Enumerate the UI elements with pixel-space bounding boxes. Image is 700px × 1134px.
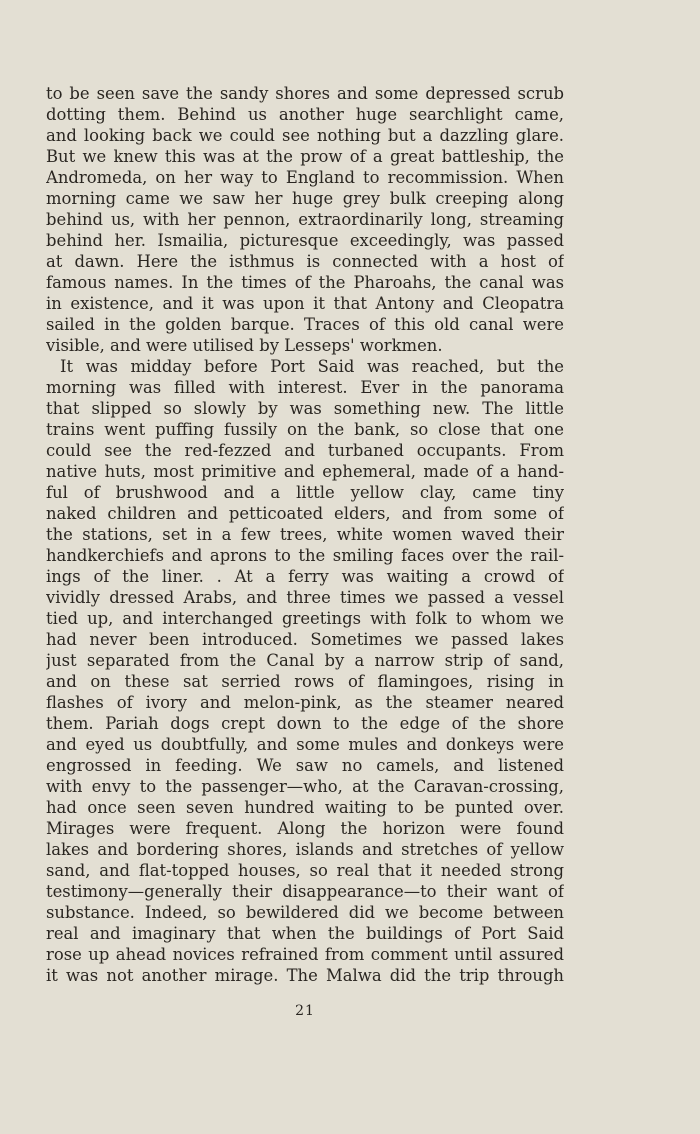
text-line: had once seen seven hundred waiting to be punted over. <box>46 798 564 817</box>
text-line: morning came we saw her huge grey bulk creeping along <box>46 189 564 208</box>
text-line: handkerchiefs and aprons to the smiling faces over the rail- <box>46 546 564 565</box>
text-line: flashes of ivory and melon-pink, as the steamer neared <box>46 693 564 712</box>
page-number: 21 <box>295 1003 315 1019</box>
text-line: testimony—generally their disappearance—to their want of <box>46 882 564 901</box>
text-line: that slipped so slowly by was something new. The little <box>46 399 564 418</box>
text-line: ful of brushwood and a little yellow clay, came tiny <box>46 483 564 502</box>
text-line: to be seen save the sandy shores and some depressed scrub <box>46 84 564 103</box>
text-line: it was not another mirage. The Malwa did the trip through <box>46 966 564 985</box>
text-line: them. Pariah dogs crept down to the edge of the shore <box>46 714 564 733</box>
text-line: naked children and petticoated elders, and from some of <box>46 504 564 523</box>
text-line: the stations, set in a few trees, white women waved their <box>46 525 564 544</box>
text-line: in existence, and it was upon it that Antony and Cleopatra <box>46 294 564 313</box>
text-line: trains went puffing fussily on the bank, so close that one <box>46 420 564 439</box>
text-line: at dawn. Here the isthmus is connected with a host of <box>46 252 564 271</box>
text-line: But we knew this was at the prow of a great battleship, the <box>46 147 564 166</box>
text-line-paragraph-end: visible, and were utilised by Lesseps' workmen. <box>46 336 443 355</box>
text-line: sand, and flat-topped houses, so real that it needed strong <box>46 861 564 880</box>
text-line: lakes and bordering shores, islands and stretches of yellow <box>46 840 564 859</box>
text-line: tied up, and interchanged greetings with folk to whom we <box>46 609 564 628</box>
text-line: sailed in the golden barque. Traces of this old canal were <box>46 315 564 334</box>
text-line: engrossed in feeding. We saw no camels, and listened <box>46 756 564 775</box>
text-line: ings of the liner. . At a ferry was waiting a crowd of <box>46 567 564 586</box>
text-line: real and imaginary that when the buildings of Port Said <box>46 924 564 943</box>
text-line: Mirages were frequent. Along the horizon were found <box>46 819 564 838</box>
text-line: and looking back we could see nothing but a dazzling glare. <box>46 126 564 145</box>
text-line: Andromeda, on her way to England to recommission. When <box>46 168 564 187</box>
text-line: just separated from the Canal by a narrow strip of sand, <box>46 651 564 670</box>
text-line-paragraph-start: It was midday before Port Said was reached, but the <box>60 357 564 376</box>
text-line: behind us, with her pennon, extraordinarily long, streaming <box>46 210 564 229</box>
text-line: morning was filled with interest. Ever in the panorama <box>46 378 564 397</box>
text-line: rose up ahead novices refrained from comment until assured <box>46 945 564 964</box>
text-line: vividly dressed Arabs, and three times we passed a vessel <box>46 588 564 607</box>
text-line: with envy to the passenger—who, at the Caravan-crossing, <box>46 777 564 796</box>
body-text <box>46 83 564 986</box>
text-line: had never been introduced. Sometimes we passed lakes <box>46 630 564 649</box>
text-line: behind her. Ismailia, picturesque exceedingly, was passed <box>46 231 564 250</box>
text-line: could see the red-fezzed and turbaned occupants. From <box>46 441 564 460</box>
text-line: and on these sat serried rows of flamingoes, rising in <box>46 672 564 691</box>
text-line: famous names. In the times of the Pharoahs, the canal was <box>46 273 564 292</box>
text-line: dotting them. Behind us another huge searchlight came, <box>46 105 564 124</box>
text-line: native huts, most primitive and ephemeral, made of a hand- <box>46 462 564 481</box>
text-line: and eyed us doubtfully, and some mules and donkeys were <box>46 735 564 754</box>
text-line: substance. Indeed, so bewildered did we become between <box>46 903 564 922</box>
